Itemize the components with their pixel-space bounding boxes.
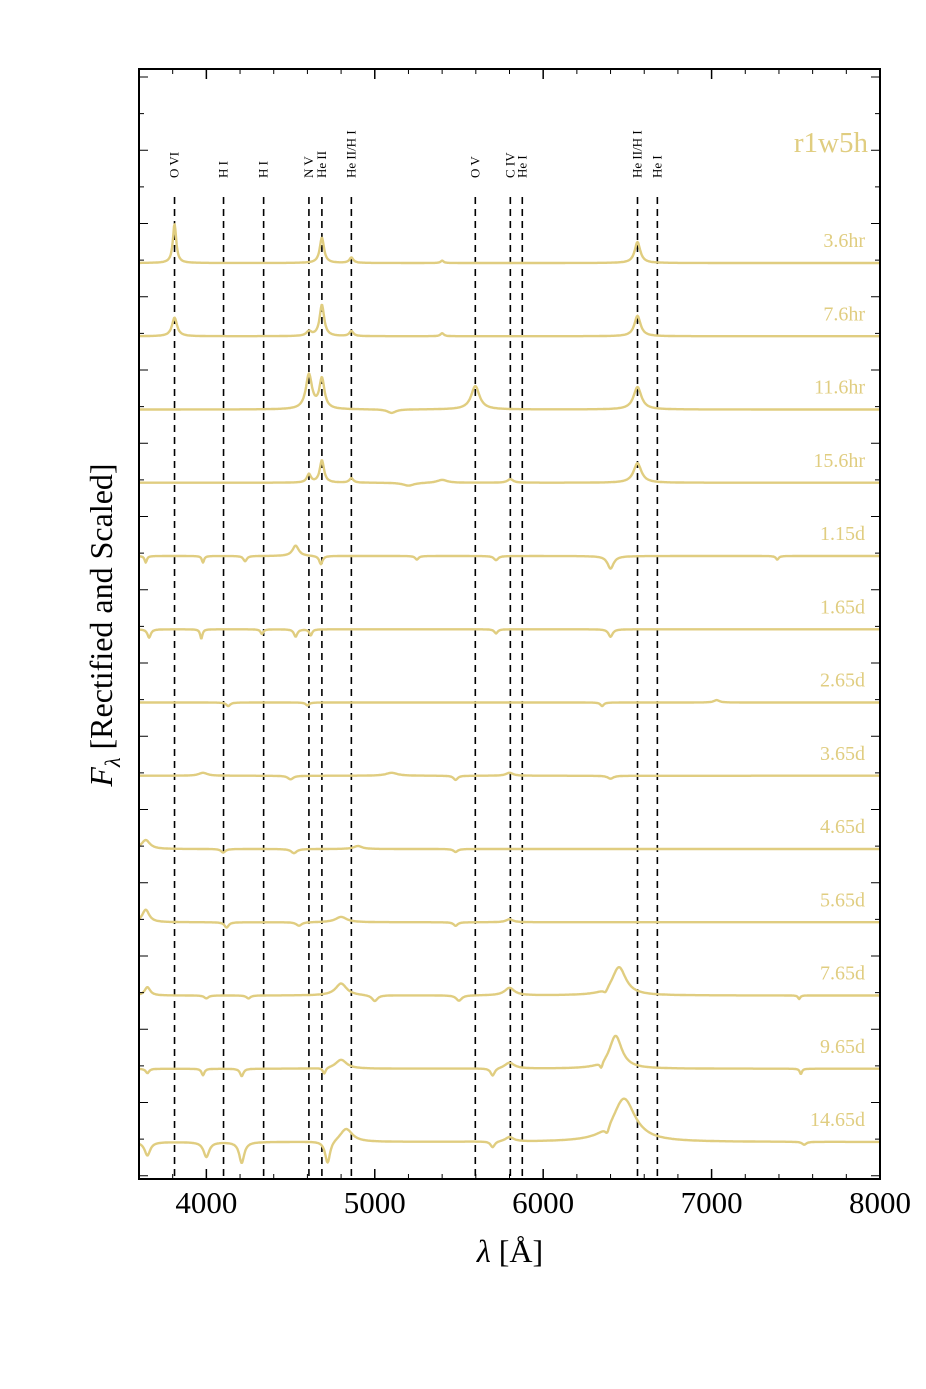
spectrum-line <box>139 1099 880 1163</box>
spectrum-line <box>139 910 880 928</box>
spectrum-line <box>139 1036 880 1076</box>
x-tick-label: 6000 <box>512 1185 575 1220</box>
spectrum-line <box>139 546 880 569</box>
epoch-label: 9.65d <box>820 1035 865 1058</box>
epoch-label: 7.65d <box>820 962 865 985</box>
spectrum-line <box>139 374 880 413</box>
epoch-label: 3.6hr <box>823 230 865 252</box>
model-label: r1w5h <box>793 127 868 159</box>
epoch-label: 15.6hr <box>813 449 865 472</box>
epoch-label: 14.65d <box>810 1109 865 1131</box>
spectrum-line <box>139 700 880 706</box>
spectrum-line <box>139 305 880 336</box>
spectrum-line <box>139 460 880 485</box>
series-group <box>139 224 880 1163</box>
line-marker-label: He II <box>313 150 329 178</box>
line-marker-group <box>167 130 665 1179</box>
line-marker-label: N V <box>300 156 316 178</box>
epoch-label: 1.65d <box>820 596 865 619</box>
y-axis-symbol: F <box>83 767 119 787</box>
tick-group <box>139 69 911 1220</box>
epoch-label: 5.65d <box>820 889 865 912</box>
line-marker-label: He I <box>514 155 530 178</box>
spectrum-line <box>139 224 880 263</box>
epoch-label: 1.15d <box>820 523 865 545</box>
epoch-label: 7.6hr <box>823 303 865 326</box>
y-axis-label <box>83 463 125 787</box>
line-marker-label: He II/H I <box>343 130 359 178</box>
x-axis-label <box>476 1233 543 1269</box>
x-tick-label: 5000 <box>343 1185 406 1220</box>
line-marker-label: H I <box>215 161 231 178</box>
spectrum-line <box>139 840 880 853</box>
spectrum-line <box>139 773 880 780</box>
x-axis-symbol: λ <box>476 1233 491 1269</box>
spectrum-line <box>139 967 880 1001</box>
y-axis-text: [Rectified and Scaled] <box>83 463 119 750</box>
epoch-label: 2.65d <box>820 669 865 692</box>
plot-frame <box>139 69 880 1179</box>
y-axis-subscript: λ <box>100 757 125 768</box>
line-marker-label: He II/H I <box>629 130 645 178</box>
epoch-label: 4.65d <box>820 816 865 838</box>
epoch-label: 3.65d <box>820 742 865 765</box>
x-tick-label: 4000 <box>175 1185 238 1220</box>
line-marker-label: O VI <box>166 151 182 178</box>
x-tick-label: 7000 <box>680 1185 743 1220</box>
line-marker-label: C IV <box>502 152 518 178</box>
epoch-label: 11.6hr <box>814 376 865 399</box>
line-marker-label: H I <box>255 161 271 178</box>
line-marker-label: O V <box>467 156 483 178</box>
x-axis-unit: [Å] <box>498 1233 544 1269</box>
spectrum-line <box>139 629 880 638</box>
line-marker-label: He I <box>649 155 665 178</box>
x-tick-label: 8000 <box>849 1185 911 1220</box>
